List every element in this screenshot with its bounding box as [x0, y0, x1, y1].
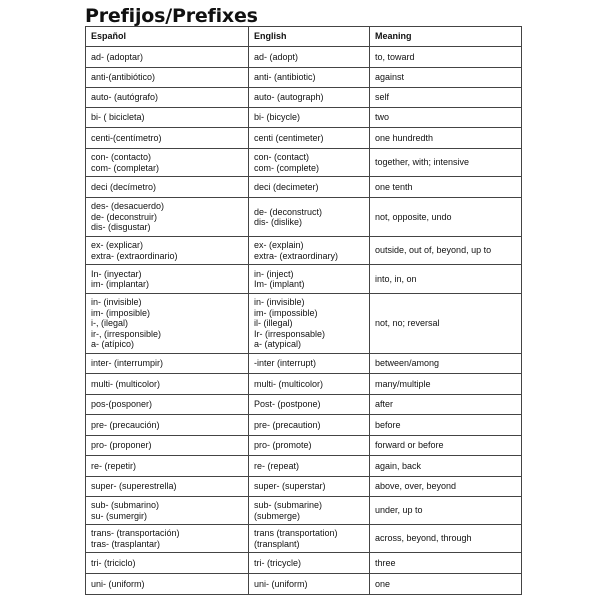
english-prefix-cell: Post- (postpone) [249, 395, 370, 415]
english-prefix-cell: trans (transportation) (transplant) [249, 525, 370, 553]
english-prefix-cell: pro- (promote) [249, 436, 370, 456]
spanish-prefix-cell: pos-(posponer) [86, 395, 249, 415]
spanish-prefix-cell: bi- ( bicicleta) [86, 108, 249, 128]
meaning-cell: three [370, 553, 522, 574]
meaning-cell: not, opposite, undo [370, 198, 522, 237]
table-row [86, 395, 522, 415]
meaning-cell: against [370, 68, 522, 88]
meaning-cell: between/among [370, 354, 522, 374]
spanish-prefix-cell: inter- (interrumpir) [86, 354, 249, 374]
english-prefix-cell: tri- (tricycle) [249, 553, 370, 574]
meaning-cell: again, back [370, 456, 522, 477]
spanish-prefix-cell: sub- (submarino) su- (sumergir) [86, 497, 249, 525]
spanish-prefix-cell: uni- (uniform) [86, 574, 249, 595]
meaning-cell: not, no; reversal [370, 294, 522, 354]
table-row [86, 553, 522, 574]
table-row [86, 108, 522, 128]
table-row [86, 128, 522, 149]
spanish-prefix-cell: ad- (adoptar) [86, 47, 249, 68]
spanish-prefix-cell: des- (desacuerdo) de- (deconstruir) dis- (disgustar) [86, 198, 249, 237]
spanish-prefix-cell: trans- (transportación) tras- (trasplantar) [86, 525, 249, 553]
spanish-prefix-cell: deci (decímetro) [86, 177, 249, 198]
table-row [86, 198, 522, 237]
meaning-cell: two [370, 108, 522, 128]
meaning-cell: self [370, 88, 522, 108]
spanish-prefix-cell: re- (repetir) [86, 456, 249, 477]
english-prefix-cell: deci (decimeter) [249, 177, 370, 198]
table-row [86, 574, 522, 595]
english-prefix-cell: con- (contact) com- (complete) [249, 149, 370, 177]
table-row [86, 525, 522, 553]
english-prefix-cell: -inter (interrupt) [249, 354, 370, 374]
spanish-prefix-cell: super- (superestrella) [86, 477, 249, 497]
table-row [86, 415, 522, 436]
table-row [86, 149, 522, 177]
english-prefix-cell: ad- (adopt) [249, 47, 370, 68]
meaning-cell: one hundredth [370, 128, 522, 149]
table-row [86, 177, 522, 198]
page-title: Prefijos/Prefixes [85, 5, 258, 27]
english-prefix-cell: sub- (submarine) (submerge) [249, 497, 370, 525]
english-prefix-cell: de- (deconstruct) dis- (dislike) [249, 198, 370, 237]
table-row [86, 477, 522, 497]
english-prefix-cell: bi- (bicycle) [249, 108, 370, 128]
spanish-prefix-cell: In- (inyectar) im- (implantar) [86, 265, 249, 294]
meaning-cell: one [370, 574, 522, 595]
meaning-cell: above, over, beyond [370, 477, 522, 497]
table-row [86, 88, 522, 108]
table-row [86, 436, 522, 456]
table-row [86, 294, 522, 354]
english-prefix-cell: uni- (uniform) [249, 574, 370, 595]
meaning-cell: outside, out of, beyond, up to [370, 237, 522, 265]
english-prefix-cell: super- (superstar) [249, 477, 370, 497]
meaning-cell: across, beyond, through [370, 525, 522, 553]
table-row [86, 237, 522, 265]
english-prefix-cell: in- (invisible) im- (impossible) il- (illegal) Ir- (irresponsable) a- (atypical) [249, 294, 370, 354]
meaning-cell: before [370, 415, 522, 436]
table-row [86, 374, 522, 395]
spanish-prefix-cell: centi-(centímetro) [86, 128, 249, 149]
table-row [86, 456, 522, 477]
column-header-english: English [249, 27, 370, 47]
column-header-espanol: Español [86, 27, 249, 47]
english-prefix-cell: re- (repeat) [249, 456, 370, 477]
spanish-prefix-cell: pro- (proponer) [86, 436, 249, 456]
english-prefix-cell: in- (inject) Im- (implant) [249, 265, 370, 294]
spanish-prefix-cell: con- (contacto) com- (completar) [86, 149, 249, 177]
meaning-cell: many/multiple [370, 374, 522, 395]
table-row [86, 497, 522, 525]
prefix-table [85, 26, 522, 595]
english-prefix-cell: auto- (autograph) [249, 88, 370, 108]
meaning-cell: forward or before [370, 436, 522, 456]
table-row [86, 265, 522, 294]
english-prefix-cell: multi- (multicolor) [249, 374, 370, 395]
table-header-row [86, 27, 522, 47]
english-prefix-cell: anti- (antibiotic) [249, 68, 370, 88]
english-prefix-cell: pre- (precaution) [249, 415, 370, 436]
table-row [86, 68, 522, 88]
column-header-meaning: Meaning [370, 27, 522, 47]
meaning-cell: after [370, 395, 522, 415]
table-row [86, 47, 522, 68]
meaning-cell: to, toward [370, 47, 522, 68]
meaning-cell: one tenth [370, 177, 522, 198]
spanish-prefix-cell: pre- (precaución) [86, 415, 249, 436]
english-prefix-cell: ex- (explain) extra- (extraordinary) [249, 237, 370, 265]
spanish-prefix-cell: ex- (explicar) extra- (extraordinario) [86, 237, 249, 265]
meaning-cell: together, with; intensive [370, 149, 522, 177]
meaning-cell: into, in, on [370, 265, 522, 294]
spanish-prefix-cell: anti-(antibiótico) [86, 68, 249, 88]
spanish-prefix-cell: auto- (autógrafo) [86, 88, 249, 108]
spanish-prefix-cell: in- (invisible) im- (imposible) i-, (ilegal) ir-, (irresponsible) a- (atípico) [86, 294, 249, 354]
spanish-prefix-cell: multi- (multicolor) [86, 374, 249, 395]
meaning-cell: under, up to [370, 497, 522, 525]
spanish-prefix-cell: tri- (triciclo) [86, 553, 249, 574]
english-prefix-cell: centi (centimeter) [249, 128, 370, 149]
table-row [86, 354, 522, 374]
